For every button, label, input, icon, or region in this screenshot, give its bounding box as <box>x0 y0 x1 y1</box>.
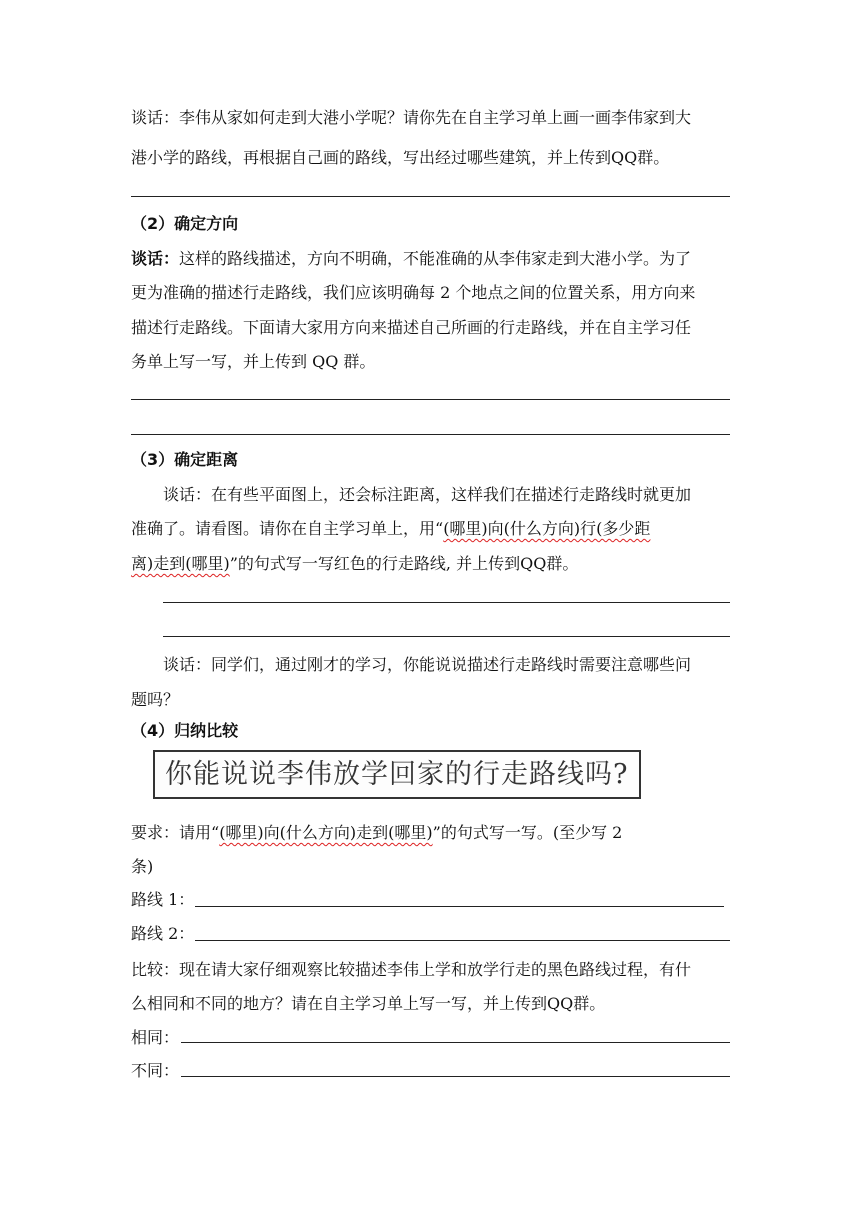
route1-label: 路线 1： <box>131 890 195 909</box>
requirement-line1 <box>131 816 622 850</box>
requirement-a: 要求：请用“ <box>131 823 220 842</box>
answer-line-3 <box>131 434 730 435</box>
diff-answer-line <box>181 1076 730 1077</box>
section3-line2-a: 准确了。请看图。请你在自主学习单上，用“ <box>131 519 444 538</box>
requirement-b: ”的句式写一写。(至少写 2 <box>432 823 623 842</box>
section1-line1: 谈话：李伟从家如何走到大港小学呢？请你先在自主学习单上画一画李伟家到大 <box>131 108 692 127</box>
section3-heading: （3）确定距离 <box>131 450 239 469</box>
requirement-line2: 条) <box>131 857 154 876</box>
section3-line3-b: ”的句式写一写红色的行走路线, 并上传到QQ群。 <box>229 554 579 573</box>
compare-line1: 比较：现在请大家仔细观察比较描述李伟上学和放学行走的黑色路线过程，有什 <box>131 960 692 979</box>
route2-label: 路线 2： <box>131 924 195 943</box>
section3-line1: 谈话：在有些平面图上，还会标注距离，这样我们在描述行走路线时就更加 <box>163 485 692 504</box>
question-banner-text: 你能说说李伟放学回家的行走路线吗? <box>165 759 629 790</box>
compare-line2: 么相同和不同的地方？请在自主学习单上写一写，并上传到QQ群。 <box>131 994 606 1013</box>
requirement-pattern: (哪里)向(什么方向)走到(哪里) <box>219 823 433 842</box>
talk2-line2: 题吗？ <box>131 690 180 709</box>
answer-line-2 <box>131 399 730 400</box>
section4-heading: （4）归纳比较 <box>131 721 239 740</box>
sentence-pattern-part2: 离)走到(哪里) <box>131 554 230 573</box>
section3-line3 <box>131 547 578 581</box>
sentence-pattern-part1: (哪里)向(什么方向)行(多少距 <box>443 519 651 538</box>
answer-line-4 <box>163 602 730 603</box>
section1-line2: 港小学的路线，再根据自己画的路线，写出经过哪些建筑，并上传到QQ群。 <box>131 148 670 167</box>
same-label: 相同： <box>131 1028 180 1047</box>
route2-answer-line <box>195 940 730 941</box>
section2-line1 <box>131 242 691 276</box>
section2-line1-text: 这样的路线描述，方向不明确，不能准确的从李伟家走到大港小学。为了 <box>179 249 692 268</box>
question-banner <box>153 750 641 799</box>
section2-line3: 描述行走路线。下面请大家用方向来描述自己所画的行走路线，并在自主学习任 <box>131 318 692 337</box>
talk2-line1: 谈话：同学们，通过刚才的学习，你能说说描述行走路线时需要注意哪些问 <box>163 655 692 674</box>
talk-label: 谈话： <box>131 249 180 268</box>
section3-line2 <box>131 512 650 546</box>
route1-answer-line <box>195 906 724 907</box>
same-answer-line <box>181 1042 730 1043</box>
answer-line-5 <box>163 636 730 637</box>
section2-line4: 务单上写一写，并上传到 QQ 群。 <box>131 352 376 371</box>
answer-line-1 <box>131 196 730 197</box>
section2-line2: 更为准确的描述行走路线，我们应该明确每 2 个地点之间的位置关系，用方向来 <box>131 283 696 302</box>
diff-label: 不同： <box>131 1061 180 1080</box>
section2-heading: （2）确定方向 <box>131 214 239 233</box>
